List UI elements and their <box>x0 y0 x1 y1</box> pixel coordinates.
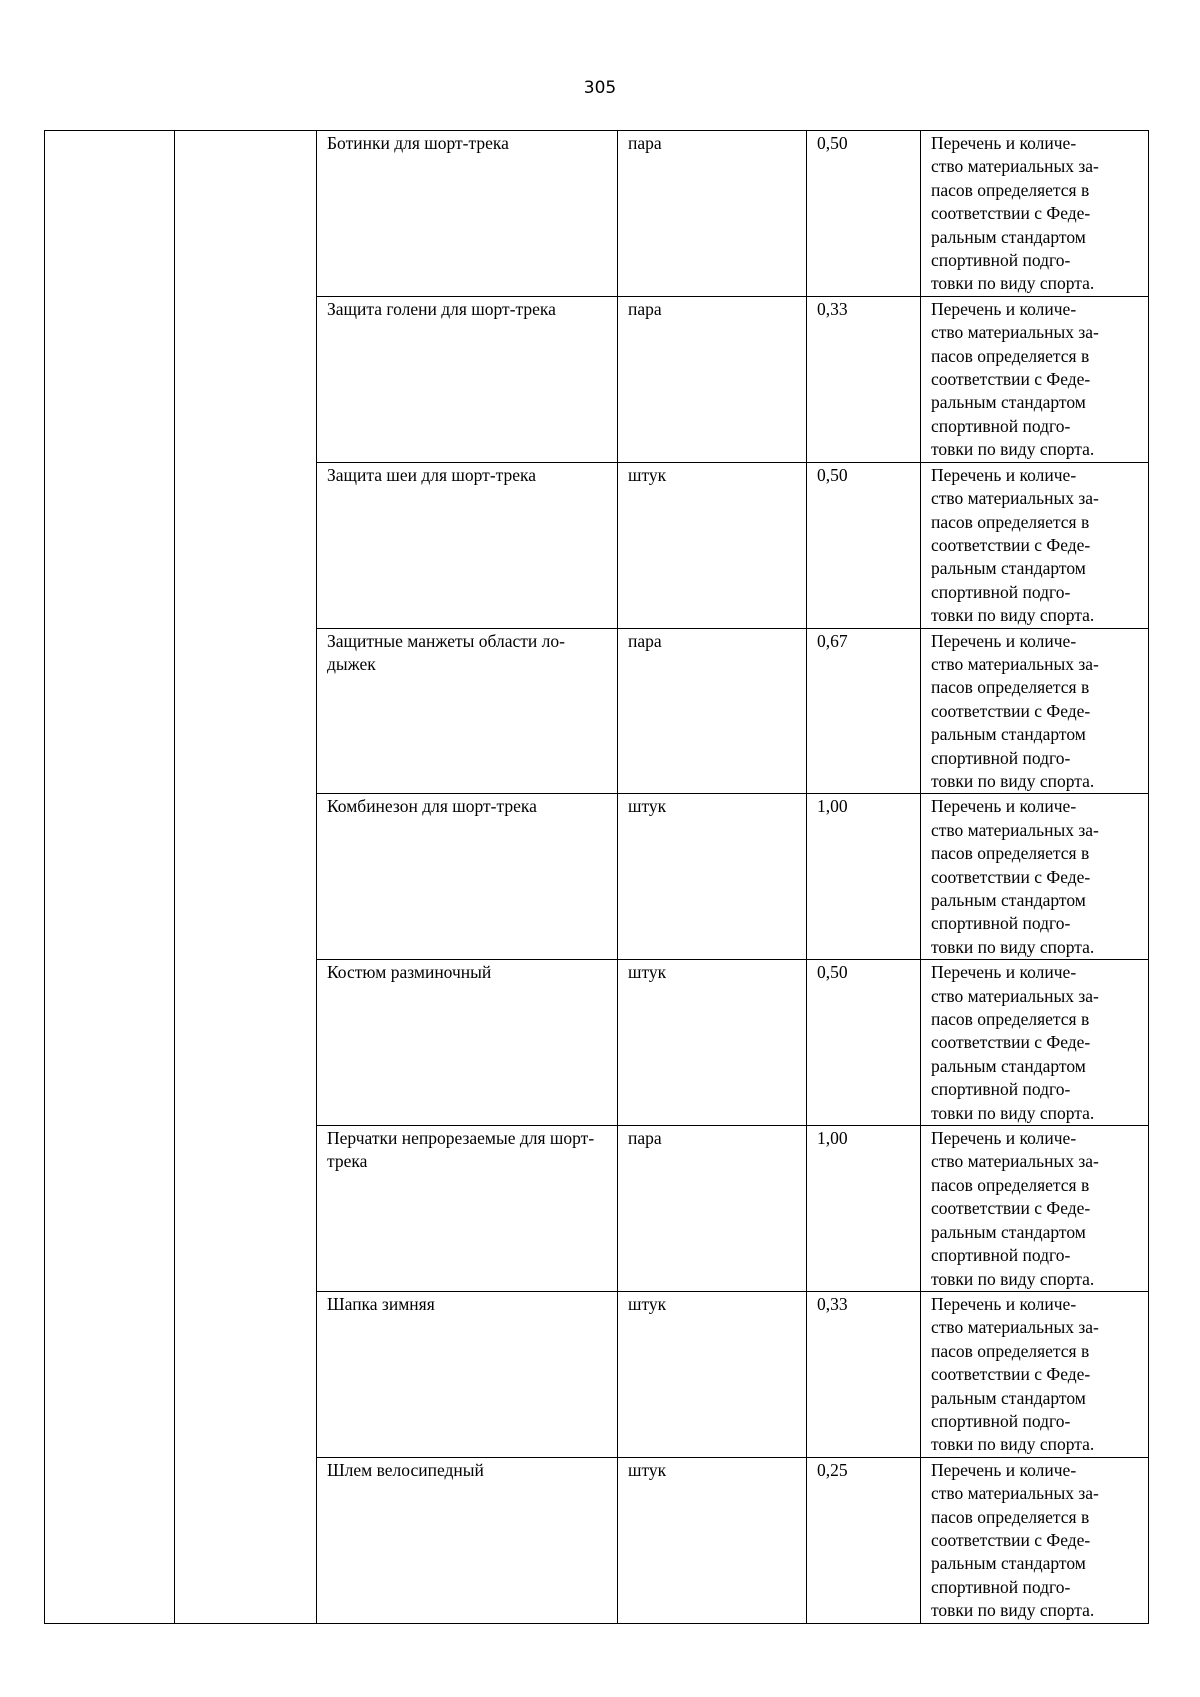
note-line: спортивной подго- <box>931 1576 1071 1597</box>
note-line: спортивной подго- <box>931 581 1071 602</box>
note-line: соответствии с Феде- <box>931 1198 1091 1219</box>
note-cell <box>921 794 1149 960</box>
note-line: товки по виду спорта. <box>931 1268 1095 1289</box>
note-line: Перечень и количе- <box>931 630 1077 651</box>
note-cell <box>921 1126 1149 1292</box>
equipment-table <box>44 130 1149 1624</box>
note-line: ство материальных за- <box>931 322 1099 343</box>
note-line: товки по виду спорта. <box>931 1600 1095 1621</box>
merged-empty-cell-1 <box>45 131 175 1624</box>
item-name-cell: Защита шеи для шорт-трека <box>317 462 618 628</box>
note-line: ство материальных за- <box>931 1317 1099 1338</box>
note-line: ральным стандартом <box>931 1553 1086 1574</box>
note-line: спортивной подго- <box>931 747 1071 768</box>
note-line: товки по виду спорта. <box>931 439 1095 460</box>
quantity-cell: 0,25 <box>807 1457 921 1623</box>
unit-cell: штук <box>618 1457 807 1623</box>
note-line: соответствии с Феде- <box>931 1364 1091 1385</box>
note-cell <box>921 628 1149 794</box>
note-line: ральным стандартом <box>931 890 1086 910</box>
note-cell <box>921 960 1149 1126</box>
note-line: пасов определяется в <box>931 843 1090 864</box>
note-line: товки по виду спорта. <box>931 1102 1095 1123</box>
note-line: Перечень и количе- <box>931 1128 1077 1149</box>
note-line: Перечень и количе- <box>931 962 1077 983</box>
note-line: ральным стандартом <box>931 1221 1086 1242</box>
note-line: соответствии с Феде- <box>931 1529 1091 1550</box>
item-name-cell: Шлем велосипедный <box>317 1457 618 1623</box>
unit-cell: штук <box>618 960 807 1126</box>
note-line: ство материальных за- <box>931 1483 1099 1504</box>
note-line: товки по виду спорта. <box>931 273 1095 294</box>
note-line: товки по виду спорта. <box>931 770 1095 791</box>
note-line: Перечень и количе- <box>931 796 1077 817</box>
quantity-cell: 0,50 <box>807 131 921 297</box>
note-line: соответствии с Феде- <box>931 369 1091 390</box>
item-name-cell: Защитные манжеты области ло-дыжек <box>317 628 618 794</box>
note-line: соответствии с Феде- <box>931 534 1091 555</box>
unit-cell: пара <box>618 1126 807 1292</box>
note-line: Перечень и количе- <box>931 464 1077 485</box>
item-name-cell: Шапка зимняя <box>317 1291 618 1457</box>
quantity-cell: 0,33 <box>807 1291 921 1457</box>
note-line: пасов определяется в <box>931 1174 1090 1195</box>
note-line: спортивной подго- <box>931 1245 1071 1266</box>
quantity-cell: 0,33 <box>807 296 921 462</box>
table-body <box>45 131 1149 1624</box>
note-line: товки по виду спорта. <box>931 936 1095 957</box>
note-line: ральным стандартом <box>931 226 1086 247</box>
quantity-cell: 1,00 <box>807 1126 921 1292</box>
note-line: пасов определяется в <box>931 1340 1090 1361</box>
note-cell <box>921 1291 1149 1457</box>
note-line: соответствии с Феде- <box>931 203 1091 224</box>
note-line: товки по виду спорта. <box>931 605 1095 626</box>
note-line: спортивной подго- <box>931 415 1071 436</box>
note-line: Перечень и количе- <box>931 1293 1077 1314</box>
note-line: ральным стандартом <box>931 724 1086 745</box>
note-line: спортивной подго- <box>931 1410 1071 1431</box>
note-line: ство материальных за- <box>931 488 1099 509</box>
note-cell <box>921 1457 1149 1623</box>
item-name-cell: Ботинки для шорт-трека <box>317 131 618 297</box>
note-line: пасов определяется в <box>931 677 1090 698</box>
note-line: спортивной подго- <box>931 1079 1071 1100</box>
note-line: ство материальных за- <box>931 1151 1099 1172</box>
note-line: соответствии с Феде- <box>931 700 1091 721</box>
note-line: ство материальных за- <box>931 156 1099 177</box>
note-line: Перечень и количе- <box>931 133 1077 153</box>
note-cell <box>921 131 1149 297</box>
unit-cell: штук <box>618 794 807 960</box>
note-line: ство материальных за- <box>931 653 1099 674</box>
item-name-cell: Перчатки непрорезаемые для шорт-трека <box>317 1126 618 1292</box>
note-line: Перечень и количе- <box>931 1459 1077 1480</box>
note-line: пасов определяется в <box>931 345 1090 366</box>
note-line: ральным стандартом <box>931 1387 1086 1408</box>
note-line: ральным стандартом <box>931 392 1086 413</box>
note-cell <box>921 296 1149 462</box>
quantity-cell: 0,67 <box>807 628 921 794</box>
note-line: спортивной подго- <box>931 913 1071 934</box>
quantity-cell: 1,00 <box>807 794 921 960</box>
note-line: соответствии с Феде- <box>931 1032 1091 1053</box>
note-line: ство материальных за- <box>931 819 1099 840</box>
note-line: пасов определяется в <box>931 179 1090 200</box>
merged-empty-cell-2 <box>175 131 317 1624</box>
unit-cell: штук <box>618 1291 807 1457</box>
item-name-cell: Комбинезон для шорт-трека <box>317 794 618 960</box>
note-line: соответствии с Феде- <box>931 866 1091 887</box>
note-line: пасов определяется в <box>931 1506 1090 1527</box>
table-row <box>45 131 1149 297</box>
page-number: 305 <box>583 78 617 98</box>
note-line: товки по виду спорта. <box>931 1434 1095 1455</box>
note-line: спортивной подго- <box>931 250 1071 271</box>
unit-cell: штук <box>618 462 807 628</box>
item-name-cell: Костюм разминочный <box>317 960 618 1126</box>
note-line: ральным стандартом <box>931 1055 1086 1076</box>
unit-cell: пара <box>618 296 807 462</box>
quantity-cell: 0,50 <box>807 960 921 1126</box>
item-name-cell: Защита голени для шорт-трека <box>317 296 618 462</box>
note-cell <box>921 462 1149 628</box>
note-line: ральным стандартом <box>931 558 1086 579</box>
note-line: Перечень и количе- <box>931 298 1077 319</box>
quantity-cell: 0,50 <box>807 462 921 628</box>
note-line: пасов определяется в <box>931 1009 1090 1030</box>
unit-cell: пара <box>618 628 807 794</box>
note-line: пасов определяется в <box>931 511 1090 532</box>
note-line: ство материальных за- <box>931 985 1099 1006</box>
unit-cell: пара <box>618 131 807 297</box>
